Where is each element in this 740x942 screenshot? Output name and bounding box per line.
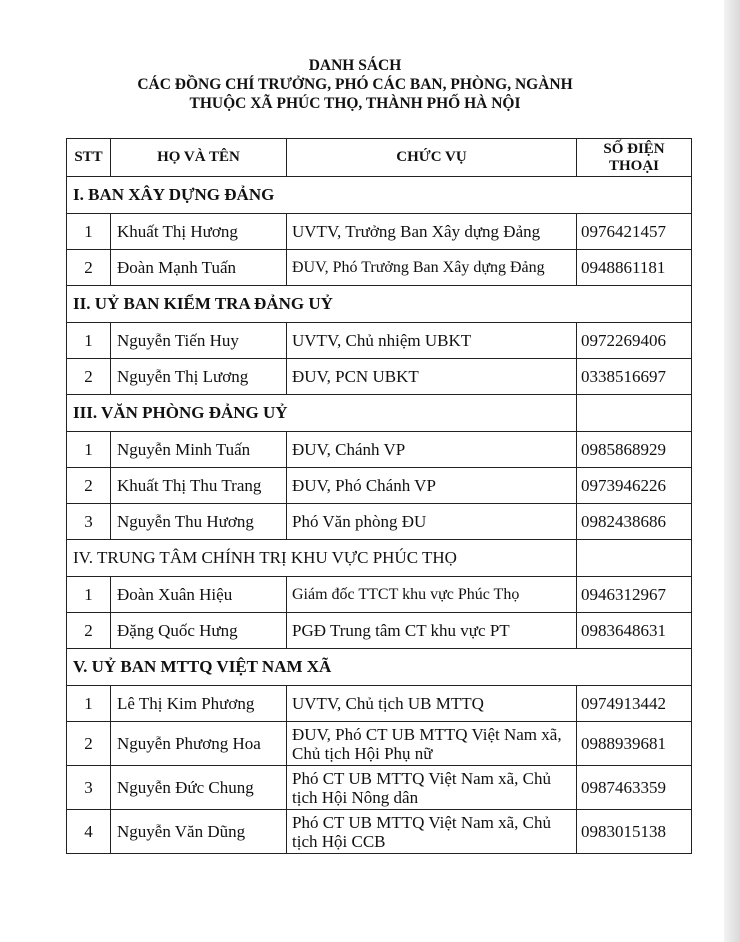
cell-phone: 0948861181 bbox=[577, 250, 692, 286]
cell-phone: 0982438686 bbox=[577, 504, 692, 540]
cell-stt: 3 bbox=[67, 504, 111, 540]
table-row bbox=[67, 359, 692, 395]
cell-name: Khuất Thị Thu Trang bbox=[111, 468, 287, 504]
section-row bbox=[67, 286, 692, 323]
cell-phone: 0985868929 bbox=[577, 432, 692, 468]
table-row bbox=[67, 323, 692, 359]
section-title: V. UỶ BAN MTTQ VIỆT NAM XÃ bbox=[67, 649, 692, 686]
cell-stt: 4 bbox=[67, 810, 111, 854]
col-header-phone-line1: SỐ ĐIỆN bbox=[603, 140, 665, 157]
cell-position: ĐUV, Phó Chánh VP bbox=[287, 468, 577, 504]
cell-name: Nguyễn Văn Dũng bbox=[111, 810, 287, 854]
page-edge-shadow bbox=[724, 0, 740, 942]
cell-stt: 2 bbox=[67, 250, 111, 286]
cell-stt: 2 bbox=[67, 613, 111, 649]
cell-phone: 0972269406 bbox=[577, 323, 692, 359]
header-subtitle-2: THUỘC XÃ PHÚC THỌ, THÀNH PHỐ HÀ NỘI bbox=[189, 95, 521, 112]
section-title: IV. TRUNG TÂM CHÍNH TRỊ KHU VỰC PHÚC THỌ bbox=[67, 540, 577, 577]
cell-position: Phó CT UB MTTQ Việt Nam xã, Chủ tịch Hội Nông dân bbox=[287, 766, 577, 810]
cell-phone: 0338516697 bbox=[577, 359, 692, 395]
cell-position: Giám đốc TTCT khu vực Phúc Thọ bbox=[287, 577, 577, 613]
cell-position: ĐUV, PCN UBKT bbox=[287, 359, 577, 395]
cell-position: PGĐ Trung tâm CT khu vực PT bbox=[287, 613, 577, 649]
empty-cell bbox=[577, 540, 692, 577]
cell-phone: 0976421457 bbox=[577, 214, 692, 250]
cell-position: ĐUV, Phó CT UB MTTQ Việt Nam xã, Chủ tịch Hội Phụ nữ bbox=[287, 722, 577, 766]
cell-stt: 1 bbox=[67, 686, 111, 722]
section-title: III. VĂN PHÒNG ĐẢNG UỶ bbox=[67, 395, 577, 432]
cell-name: Khuất Thị Hương bbox=[111, 214, 287, 250]
section-row bbox=[67, 540, 692, 577]
cell-stt: 2 bbox=[67, 359, 111, 395]
cell-phone: 0983648631 bbox=[577, 613, 692, 649]
cell-stt: 2 bbox=[67, 722, 111, 766]
cell-phone: 0946312967 bbox=[577, 577, 692, 613]
col-header-stt: STT bbox=[67, 139, 111, 177]
cell-name: Đoàn Xuân Hiệu bbox=[111, 577, 287, 613]
col-header-phone-line2: THOẠI bbox=[608, 157, 659, 174]
cell-position: Phó CT UB MTTQ Việt Nam xã, Chủ tịch Hội CCB bbox=[287, 810, 577, 854]
cell-phone: 0974913442 bbox=[577, 686, 692, 722]
cell-position: Phó Văn phòng ĐU bbox=[287, 504, 577, 540]
cell-name: Nguyễn Thu Hương bbox=[111, 504, 287, 540]
cell-position: UVTV, Trưởng Ban Xây dựng Đảng bbox=[287, 214, 577, 250]
cell-stt: 3 bbox=[67, 766, 111, 810]
table-row bbox=[67, 686, 692, 722]
cell-stt: 1 bbox=[67, 323, 111, 359]
cell-name: Đặng Quốc Hưng bbox=[111, 613, 287, 649]
cell-position: UVTV, Chủ nhiệm UBKT bbox=[287, 323, 577, 359]
section-row bbox=[67, 177, 692, 214]
cell-phone: 0983015138 bbox=[577, 810, 692, 854]
cell-name: Nguyễn Phương Hoa bbox=[111, 722, 287, 766]
table-row bbox=[67, 766, 692, 810]
cell-name: Nguyễn Minh Tuấn bbox=[111, 432, 287, 468]
contact-table bbox=[66, 138, 692, 854]
table-row bbox=[67, 504, 692, 540]
cell-phone: 0973946226 bbox=[577, 468, 692, 504]
cell-phone: 0987463359 bbox=[577, 766, 692, 810]
cell-position: ĐUV, Chánh VP bbox=[287, 432, 577, 468]
table-row bbox=[67, 250, 692, 286]
table-header-row bbox=[67, 139, 692, 177]
cell-stt: 1 bbox=[67, 432, 111, 468]
table-row bbox=[67, 214, 692, 250]
table-row bbox=[67, 722, 692, 766]
cell-stt: 2 bbox=[67, 468, 111, 504]
cell-name: Lê Thị Kim Phương bbox=[111, 686, 287, 722]
section-title: I. BAN XÂY DỰNG ĐẢNG bbox=[67, 177, 692, 214]
cell-name: Nguyễn Đức Chung bbox=[111, 766, 287, 810]
document-header bbox=[60, 56, 650, 113]
cell-name: Nguyễn Tiến Huy bbox=[111, 323, 287, 359]
col-header-name: HỌ VÀ TÊN bbox=[111, 139, 287, 177]
cell-phone: 0988939681 bbox=[577, 722, 692, 766]
cell-name: Nguyễn Thị Lương bbox=[111, 359, 287, 395]
table-row bbox=[67, 810, 692, 854]
cell-name: Đoàn Mạnh Tuấn bbox=[111, 250, 287, 286]
cell-stt: 1 bbox=[67, 577, 111, 613]
section-row bbox=[67, 649, 692, 686]
col-header-phone bbox=[577, 139, 692, 177]
cell-position: UVTV, Chủ tịch UB MTTQ bbox=[287, 686, 577, 722]
empty-cell bbox=[577, 395, 692, 432]
cell-position: ĐUV, Phó Trưởng Ban Xây dựng Đảng bbox=[287, 250, 577, 286]
col-header-position: CHỨC VỤ bbox=[287, 139, 577, 177]
header-title: DANH SÁCH bbox=[308, 57, 402, 74]
table-row bbox=[67, 468, 692, 504]
cell-stt: 1 bbox=[67, 214, 111, 250]
table-row bbox=[67, 613, 692, 649]
header-subtitle: CÁC ĐỒNG CHÍ TRƯỞNG, PHÓ CÁC BAN, PHÒNG, NGÀNH bbox=[137, 76, 573, 93]
section-title: II. UỶ BAN KIỂM TRA ĐẢNG UỶ bbox=[67, 286, 692, 323]
section-row bbox=[67, 395, 692, 432]
table-row bbox=[67, 432, 692, 468]
table-row bbox=[67, 577, 692, 613]
